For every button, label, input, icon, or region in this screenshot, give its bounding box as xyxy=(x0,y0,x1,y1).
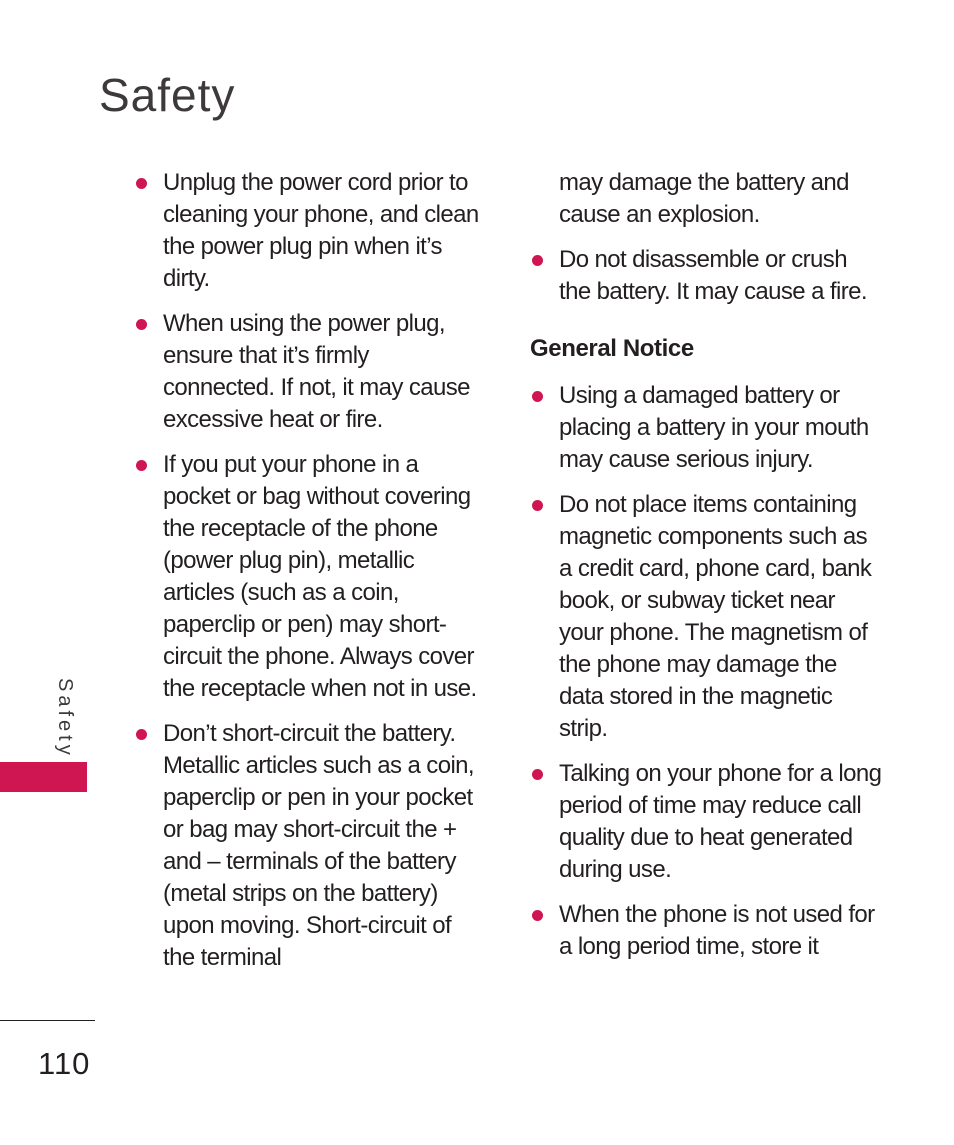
list-item-text: Talking on your phone for a long period of time may reduce call quality due to heat generated during use. xyxy=(559,760,882,883)
bullet-dot-icon xyxy=(532,769,543,780)
list-item-text: If you put your phone in a pocket or bag without covering the receptacle of the phone (power plug pin), metallic articles (such as a coin, paperclip or pen) may short-circuit the phone. Always cover the receptacle when not in use. xyxy=(163,451,477,702)
list-item xyxy=(530,899,884,963)
list-item-text: Do not place items containing magnetic components such as a credit card, phone card, bank book, or subway ticket near your phone. The magnetism of the phone may damage the data stored in the magnetic strip. xyxy=(559,491,872,742)
page-title: Safety xyxy=(99,69,236,121)
list-item-text: When using the power plug, ensure that it’s firmly connected. If not, it may cause excessive heat or fire. xyxy=(163,310,470,433)
list-item-text: Using a damaged battery or placing a battery in your mouth may cause serious injury. xyxy=(559,382,869,473)
list-item xyxy=(134,718,486,974)
bullet-dot-icon xyxy=(532,910,543,921)
right-column xyxy=(530,167,884,976)
list-item xyxy=(134,308,486,436)
list-item-text: Do not disassemble or crush the battery. It may cause a fire. xyxy=(559,246,867,305)
bullet-dot-icon xyxy=(532,391,543,402)
section-heading-general-notice: General Notice xyxy=(530,335,694,362)
bullet-dot-icon xyxy=(532,255,543,266)
continued-text: may damage the battery and cause an explosion. xyxy=(559,169,849,228)
list-item-text: Don’t short-circuit the battery. Metallic articles such as a coin, paperclip or pen in your pocket or bag may short-circuit the + and – terminals of the battery (metal strips on the battery) upon moving. Short-circuit of the terminal xyxy=(163,720,474,971)
list-item xyxy=(134,449,486,705)
bullet-dot-icon xyxy=(136,319,147,330)
bullet-dot-icon xyxy=(136,460,147,471)
left-bullet-list xyxy=(134,167,486,974)
list-item-text: When the phone is not used for a long period time, store it xyxy=(559,901,875,960)
bullet-dot-icon xyxy=(136,178,147,189)
left-column xyxy=(134,167,486,987)
list-item xyxy=(530,244,884,308)
list-item xyxy=(530,380,884,476)
side-tab-label: Safety xyxy=(54,678,76,759)
right-bullet-list xyxy=(530,244,884,308)
list-item xyxy=(530,758,884,886)
page-number: 110 xyxy=(38,1046,91,1081)
bullet-dot-icon xyxy=(136,729,147,740)
general-notice-list xyxy=(530,380,884,963)
list-item xyxy=(530,489,884,745)
list-item-text: Unplug the power cord prior to cleaning your phone, and clean the power plug pin when it’s dirty. xyxy=(163,169,479,292)
list-item xyxy=(134,167,486,295)
bullet-dot-icon xyxy=(532,500,543,511)
side-tab-bar xyxy=(0,762,87,792)
footer-divider xyxy=(0,1020,95,1021)
